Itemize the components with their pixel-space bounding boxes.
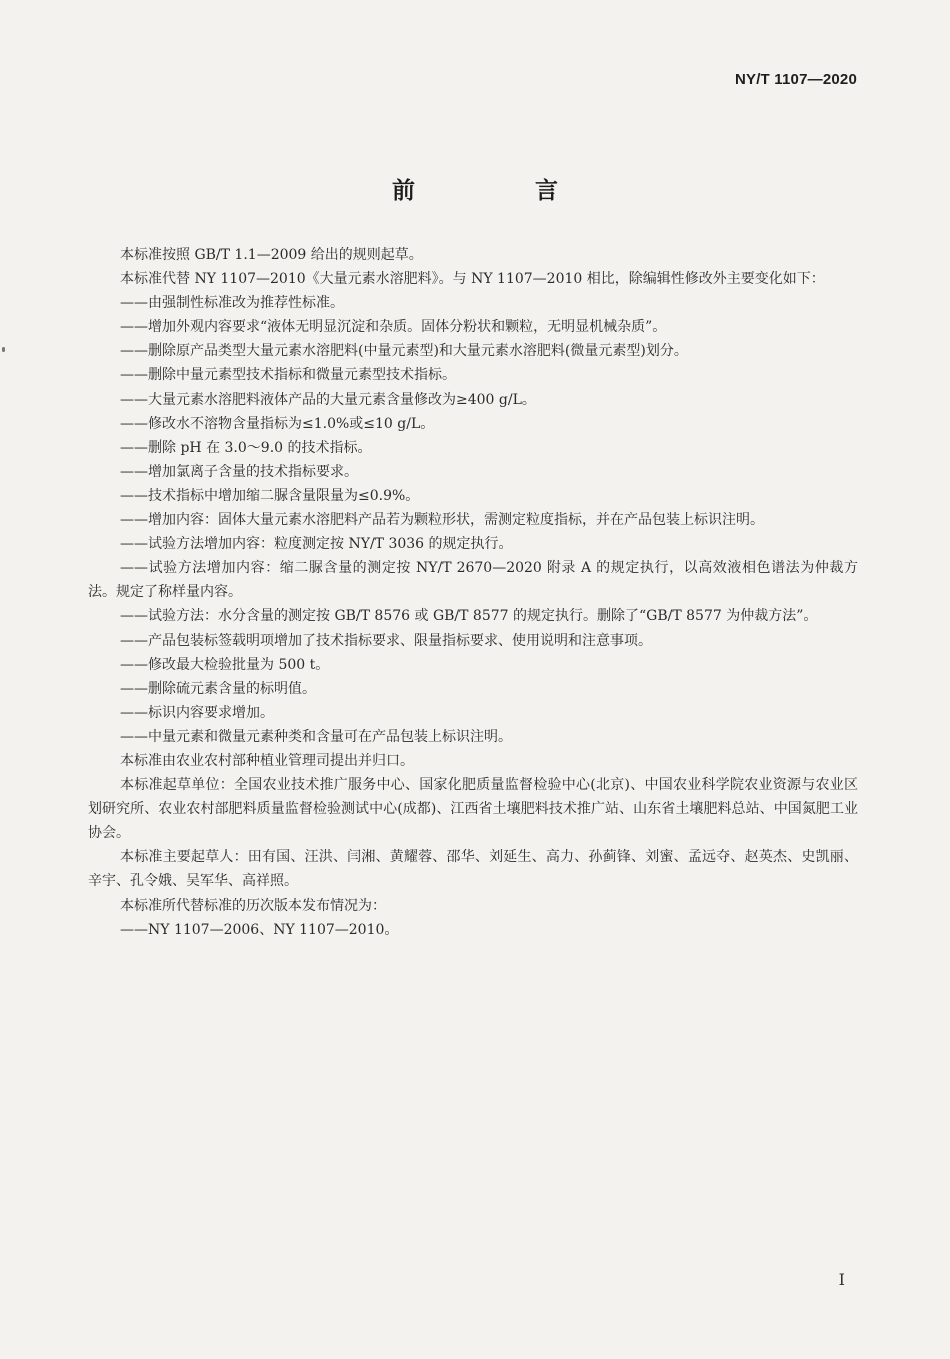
paragraph: 本标准主要起草人：田有国、汪洪、闫湘、黄耀蓉、邵华、刘延生、高力、孙蓟锋、刘蜜、孟远夺、赵英杰、史凯丽、辛宇、孔令娥、吴军华、高祥照。 xyxy=(88,849,858,890)
list-item: ——中量元素和微量元素种类和含量可在产品包装上标识注明。 xyxy=(120,728,512,745)
list-item: ——修改水不溶物含量指标为≤1.0%或≤10 g/L。 xyxy=(120,415,435,432)
paragraph: 本标准由农业农村部种植业管理司提出并归口。 xyxy=(120,752,414,769)
list-item: ——删除原产品类型大量元素水溶肥料(中量元素型)和大量元素水溶肥料(微量元素型)划分。 xyxy=(120,343,688,360)
list-item: ——删除硫元素含量的标明值。 xyxy=(120,680,316,697)
list-item: ——大量元素水溶肥料液体产品的大量元素含量修改为≥400 g/L。 xyxy=(120,391,536,408)
list-item: ——试验方法：水分含量的测定按 GB/T 8576 或 GB/T 8577 的规定执行。删除了“GB/T 8577 为仲裁方法”。 xyxy=(120,608,818,625)
list-item: ——增加氯离子含量的技术指标要求。 xyxy=(120,463,358,480)
list-item: ——产品包装标签载明项增加了技术指标要求、限量指标要求、使用说明和注意事项。 xyxy=(120,632,652,649)
paragraph: 本标准起草单位：全国农业技术推广服务中心、国家化肥质量监督检验中心(北京)、中国农业科学院农业资源与农业区划研究所、农业农村部肥料质量监督检验测试中心(成都)、江西省土壤肥料技术推广站、山东省土壤肥料总站、中国氮肥工业协会。 xyxy=(88,777,858,842)
list-item: ——删除中量元素型技术指标和微量元素型技术指标。 xyxy=(120,367,456,384)
list-item: ——增加内容：固体大量元素水溶肥料产品若为颗粒形状，需测定粒度指标，并在产品包装上标识注明。 xyxy=(120,512,764,529)
list-item: ——试验方法增加内容：粒度测定按 NY/T 3036 的规定执行。 xyxy=(120,536,513,553)
list-item: ——由强制性标准改为推荐性标准。 xyxy=(120,295,344,312)
document-body xyxy=(88,243,858,942)
paragraph: 本标准按照 GB/T 1.1—2009 给出的规则起草。 xyxy=(120,247,423,263)
paragraph: 本标准所代替标准的历次版本发布情况为： xyxy=(120,897,386,914)
list-item: ——标识内容要求增加。 xyxy=(120,704,274,721)
paragraph: 本标准代替 NY 1107—2010《大量元素水溶肥料》。与 NY 1107—2010 相比，除编辑性修改外主要变化如下： xyxy=(120,271,825,288)
list-item: ——增加外观内容要求“液体无明显沉淀和杂质。固体分粉状和颗粒，无明显机械杂质”。 xyxy=(120,319,667,336)
page-number: I xyxy=(838,1270,845,1289)
list-item: ——修改最大检验批量为 500 t。 xyxy=(120,656,330,673)
list-item: ——NY 1107—2006、NY 1107—2010。 xyxy=(120,921,399,938)
scan-artifact xyxy=(2,347,5,352)
page-title: 前 言 xyxy=(391,178,614,204)
standard-number: NY/T 1107—2020 xyxy=(734,71,857,88)
list-item: ——技术指标中增加缩二脲含量限量为≤0.9%。 xyxy=(120,487,420,504)
list-item: ——删除 pH 在 3.0～9.0 的技术指标。 xyxy=(120,439,372,456)
list-item: ——试验方法增加内容：缩二脲含量的测定按 NY/T 2670—2020 附录 A 的规定执行，以高效液相色谱法为仲裁方法。规定了称样量内容。 xyxy=(88,560,858,601)
